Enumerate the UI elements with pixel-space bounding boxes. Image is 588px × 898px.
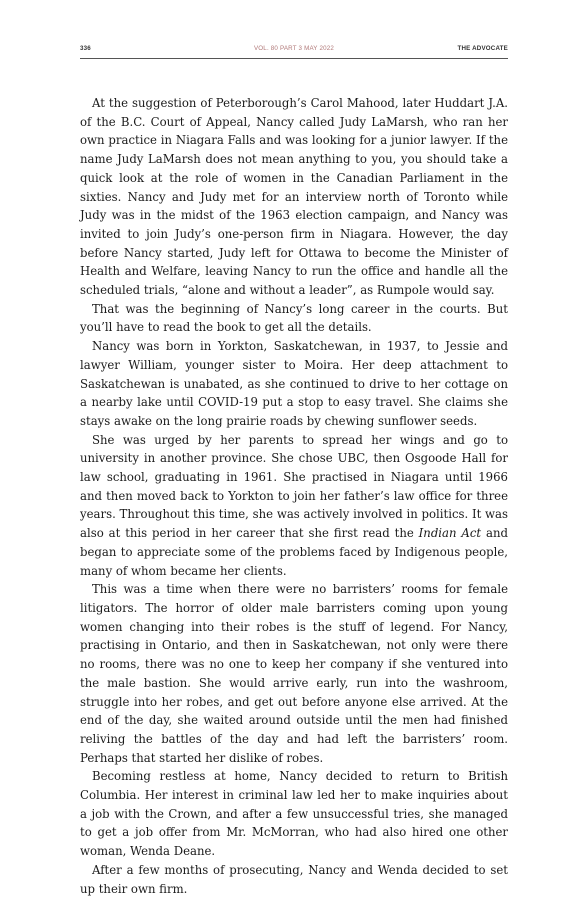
page-header (80, 45, 508, 57)
paragraph: That was the beginning of Nancy’s long career in the courts. But you’ll have to read the book to get all the details. (80, 301, 508, 335)
page-number: 336 (80, 45, 91, 52)
paragraph: After a few months of prosecuting, Nancy and Wenda decided to set up their own firm. (80, 862, 508, 896)
paragraph: Becoming restless at home, Nancy decided to return to British Columbia. Her interest in criminal law led her to make inquiries about a job with the Crown, and after a few unsuccessful tries, she managed to get a job offer from Mr. McMorran, who had also hired one other woman, Wenda Deane. (80, 769, 508, 859)
paragraph: This was a time when there were no barristers’ rooms for female litigators. The horror of older male barristers coming upon young women changing into their robes is the stuff of legend. For Nancy, practising in Ontario, and then in Saskatchewan, not only were there no rooms, there was no one to keep her company if she ventured into the male bastion. She would arrive early, run into the washroom, struggle into her robes, and get out before anyone else arrived. At the end of the day, she waited around outside until the men had finished reliving the battles of the day and had left the barristers’ room. Perhaps that started her dislike of robes. (80, 582, 508, 765)
journal-title: THE ADVOCATE (457, 45, 508, 52)
paragraph (80, 431, 508, 581)
article-body (80, 94, 508, 898)
running-head: VOL. 80 PART 3 MAY 2022 (253, 45, 335, 52)
paragraph: Nancy was born in Yorkton, Saskatchewan, in 1937, to Jessie and lawyer William, younger sister to Moira. Her deep attachment to Saskatchewan is unabated, as she continued to drive to her cottage on a nearby lake until COVID-19 put a stop to easy travel. She claims she stays awake on the long prairie roads by chewing sunflower seeds. (80, 339, 508, 428)
paragraph-text: and began to appreciate some of the problems faced by Indigenous people, many of whom became her clients. (80, 526, 508, 578)
paragraph: At the suggestion of Peterborough’s Carol Mahood, later Huddart J.A. of the B.C. Court of Appeal, Nancy called Judy LaMarsh, who ran her own practice in Niagara Falls and was looking for a junior lawyer. If the name Judy LaMarsh does not mean anything to you, you should take a quick look at the role of women in the Canadian Parliament in the sixties. Nancy and Judy met for an interview north of Toronto while Judy was in the midst of the 1963 election campaign, and Nancy was invited to join Judy’s one-person firm in Niagara. However, the day before Nancy started, Judy left for Ottawa to become the Minister of Health and Welfare, leaving Nancy to run the office and handle all the scheduled trials, “alone and without a leader”, as Rumpole would say. (80, 96, 508, 298)
paragraph-text: She was urged by her parents to spread her wings and go to university in another province. She chose UBC, then Osgoode Hall for law school, graduating in 1961. She practised in Niagara until 1966 and then moved back to Yorkton to join her father’s law office for three years. Throughout this time, she was actively involved in politics. It was also at this period in her career that she first read the (80, 432, 508, 541)
statute-title: Indian Act (418, 526, 482, 541)
header-rule (80, 58, 508, 59)
